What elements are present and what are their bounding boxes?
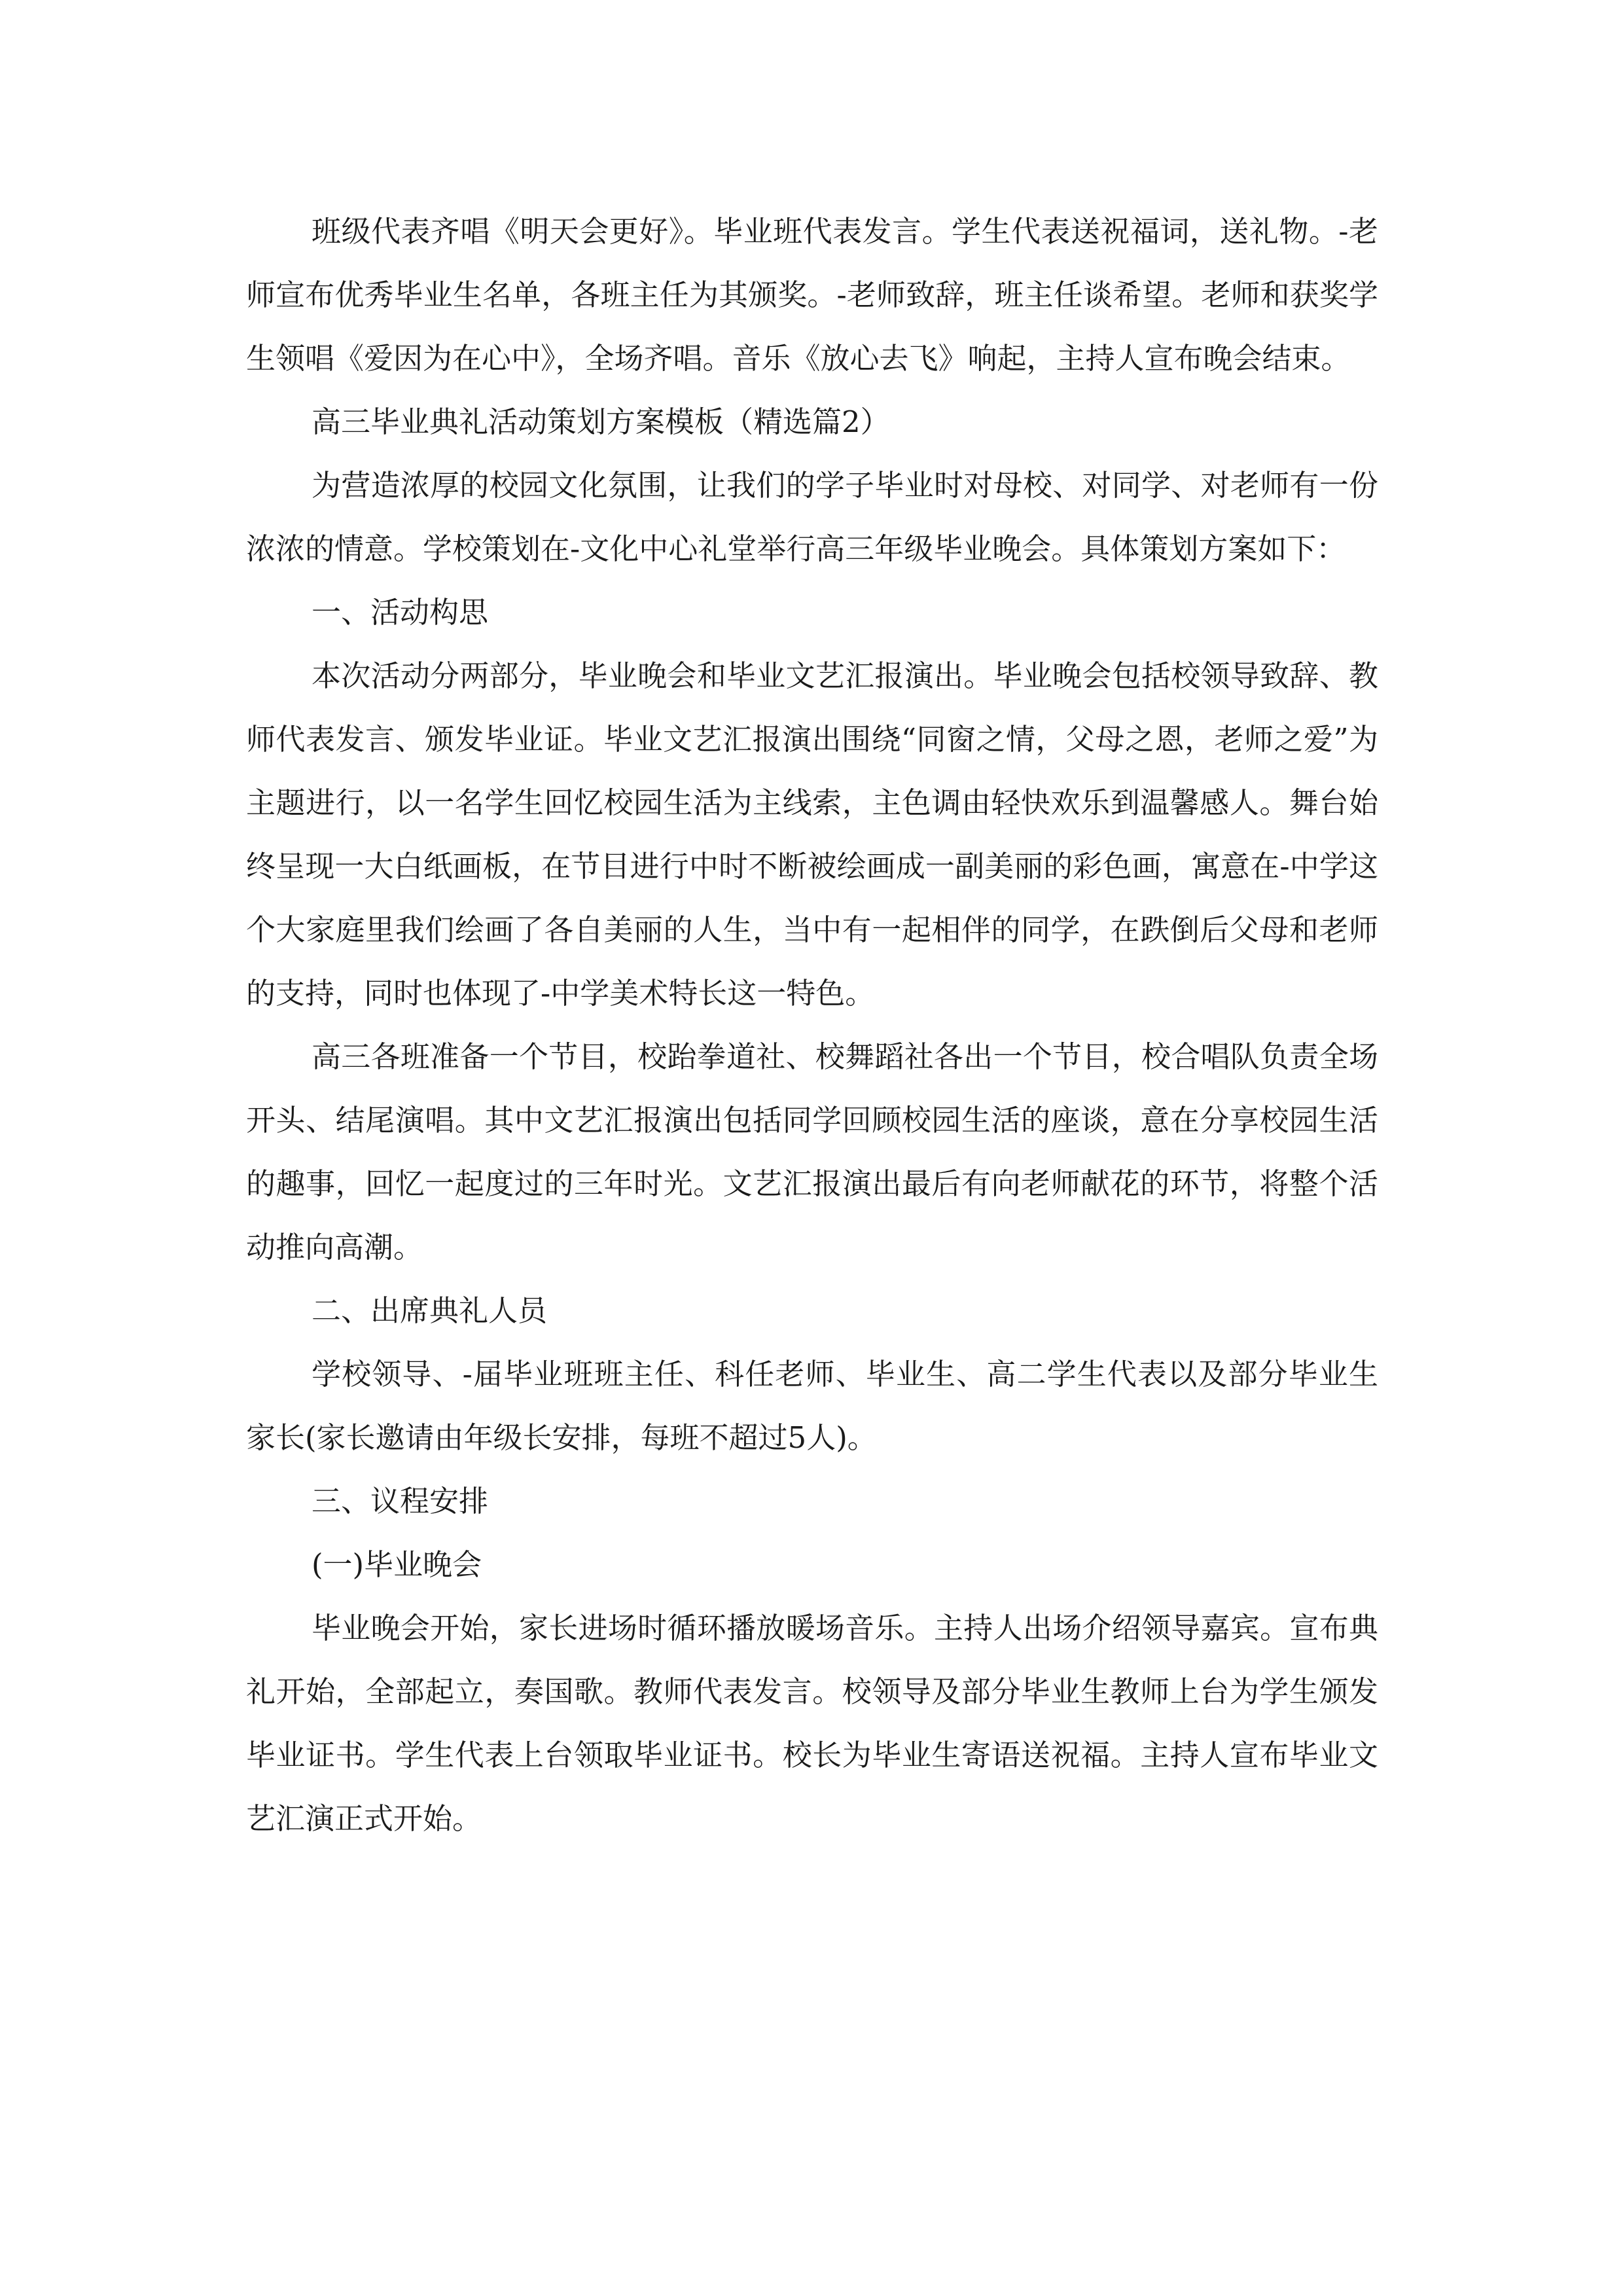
paragraph-introduction: 为营造浓厚的校园文化氛围，让我们的学子毕业时对母校、对同学、对老师有一份浓浓的情意。学校策划在-文化中心礼堂举行高三年级毕业晚会。具体策划方案如下： — [246, 468, 1378, 566]
paragraph-class-programs: 高三各班准备一个节目，校跆拳道社、校舞蹈社各出一个节目，校合唱队负责全场开头、结尾演唱。其中文艺汇报演出包括同学回顾校园生活的座谈，意在分享校园生活的趣事，回忆一起度过的三年时光。文艺汇报演出最后有向老师献花的环节，将整个活动推向高潮。 — [246, 1039, 1378, 1265]
paragraph-graduation-party: 毕业晚会开始，家长进场时循环播放暖场音乐。主持人出场介绍领导嘉宾。宣布典礼开始，全部起立，奏国歌。教师代表发言。校领导及部分毕业生教师上台为学生颁发毕业证书。学生代表上台领取毕业证书。校长为毕业生寄语送祝福。主持人宣布毕业文艺汇演正式开始。 — [246, 1611, 1378, 1836]
heading-activity-concept: 一、活动构思 — [312, 595, 489, 630]
paragraph-activity-concept: 本次活动分两部分，毕业晚会和毕业文艺汇报演出。毕业晚会包括校领导致辞、教师代表发言、颁发毕业证。毕业文艺汇报演出围绕“同窗之情，父母之恩，老师之爱”为主题进行，以一名学生回忆校园生活为主线索，主色调由轻快欢乐到温馨感人。舞台始终呈现一大白纸画板，在节目进行中时不断被绘画成一副美丽的彩色画，寓意在-中学这个大家庭里我们绘画了各自美丽的人生，当中有一起相伴的同学，在跌倒后父母和老师的支持，同时也体现了-中学美术特长这一特色。 — [246, 658, 1378, 1011]
document-body — [246, 200, 1378, 1850]
subheading-graduation-party: (一)毕业晚会 — [312, 1547, 482, 1582]
paragraph-closing-program: 班级代表齐唱《明天会更好》。毕业班代表发言。学生代表送祝福词，送礼物。-老师宣布优秀毕业生名单，各班主任为其颁奖。-老师致辞，班主任谈希望。老师和获奖学生领唱《爱因为在心中》，全场齐唱。音乐《放心去飞》响起，主持人宣布晚会结束。 — [246, 214, 1378, 376]
paragraph-attendees: 学校领导、-届毕业班班主任、科任老师、毕业生、高二学生代表以及部分毕业生家长(家长邀请由年级长安排，每班不超过5人)。 — [246, 1357, 1378, 1455]
heading-attendees: 二、出席典礼人员 — [312, 1293, 548, 1328]
section-title-plan-2: 高三毕业典礼活动策划方案模板（精选篇2） — [312, 404, 890, 439]
heading-agenda: 三、议程安排 — [312, 1484, 489, 1518]
